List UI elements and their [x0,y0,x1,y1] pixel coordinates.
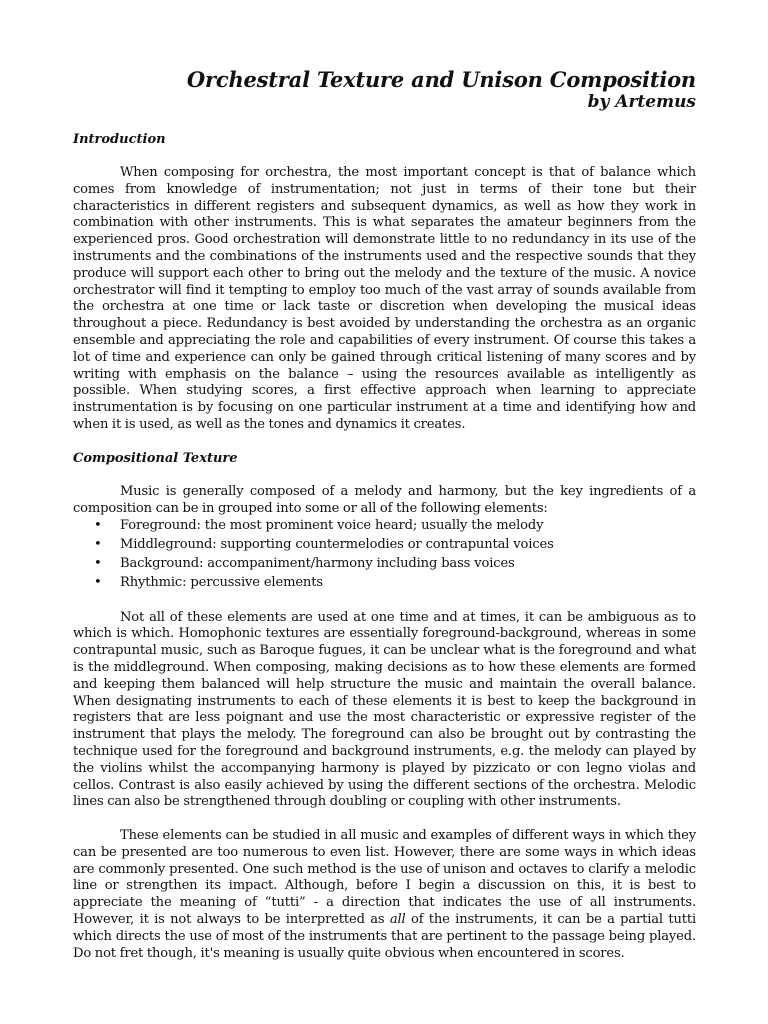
bullet-icon: • [94,518,102,534]
texture-elements-list [73,517,696,592]
list-item-text: Rhythmic: percussive elements [120,574,323,590]
list-item [73,574,696,593]
list-item-text: Foreground: the most prominent voice heard; usually the melody [120,518,544,534]
texture-elements-paragraph: Not all of these elements are used at one time and at times, it can be ambiguous as to which is which. Homophonic textures are essentially foreground-background, whereas in some contrapuntal music, such as Baroque fugues, it can be unclear what is the foreground and what is the middleground. When composing, making decisions as to how these elements are formed and keeping them balanced will help structure the music and maintain the overall balance. When designating instruments to each of these elements it is best to keep the background in registers that are less poignant and use the most characteristic or expressive register of the instrument that plays the melody. The foreground can also be brought out by contrasting the technique used for the foreground and background instruments, e.g. the melody can played by the violins whilst the accompanying harmony is played by pizzicato or con legno violas and cellos. Contrast is also easily achieved by using the different sections of the orchestra. Melodic lines can also be strengthened through doubling or coupling with other instruments. [73,609,696,810]
compositional-texture-heading: Compositional Texture [73,450,238,466]
list-item-text: Middleground: supporting countermelodies or contrapuntal voices [120,537,554,553]
unison-tutti-paragraph [73,828,696,962]
emphasis-text: all [389,912,406,928]
list-item [73,555,696,574]
list-item-text: Background: accompaniment/harmony including bass voices [120,555,515,571]
author-byline: by Artemus [587,92,696,112]
document-title: Orchestral Texture and Unison Composition [186,67,696,92]
paragraph-text: These elements can be studied in all music and examples of different ways in which they can be presented are too numerous to even list. However, there are some ways in which ideas are commonly presented. One such method is the use of unison and octaves to clarify a melodic line or strengthen its impact. Although, before I begin a discussion on this, it is best to appreciate the meaning of “tutti” - a direction that indicates the use of all instruments. However, it is not always to be interpretted as [73,828,696,928]
introduction-paragraph: When composing for orchestra, the most important concept is that of balance which comes from knowledge of instrumentation; not just in terms of their tone but their characteristics in different registers and subsequent dynamics, as well as how they work in combination with other instruments. This is what separates the amateur beginners from the experienced pros. Good orchestration will demonstrate little to no redundancy in its use of the instruments and the combinations of the instruments used and the respective sounds that they produce will support each other to bring out the melody and the texture of the music. A novice orchestrator will find it tempting to employ too much of the vast array of sounds available from the orchestra at one time or lack taste or discretion when developing the musical ideas throughout a piece. Redundancy is best avoided by understanding the orchestra as an organic ensemble and appreciating the role and capabilities of every instrument. Of course this takes a lot of time and experience can only be gained through critical listening of many scores and by writing with emphasis on the balance – using the resources available as intelligently as possible. When studying scores, a first effective approach when learning to appreciate instrumentation is by focusing on one particular instrument at a time and identifying how and when it is used, as well as the tones and dynamics it creates. [73,165,696,432]
bullet-icon: • [94,555,102,571]
paragraph-text: of the instruments, it can be a partial tutti which directs the use of most of the instruments that are pertinent to the passage being played. Do not fret though, it's meaning is usually quite obvious when encountered in scores. [73,912,696,961]
compositional-texture-intro: Music is generally composed of a melody and harmony, but the key ingredients of a composition can be in grouped into some or all of the following elements: [73,483,696,516]
bullet-icon: • [94,537,102,553]
document-page [73,68,696,979]
list-item [73,517,696,536]
bullet-icon: • [94,574,102,590]
introduction-heading: Introduction [73,132,166,147]
list-item [73,536,696,555]
